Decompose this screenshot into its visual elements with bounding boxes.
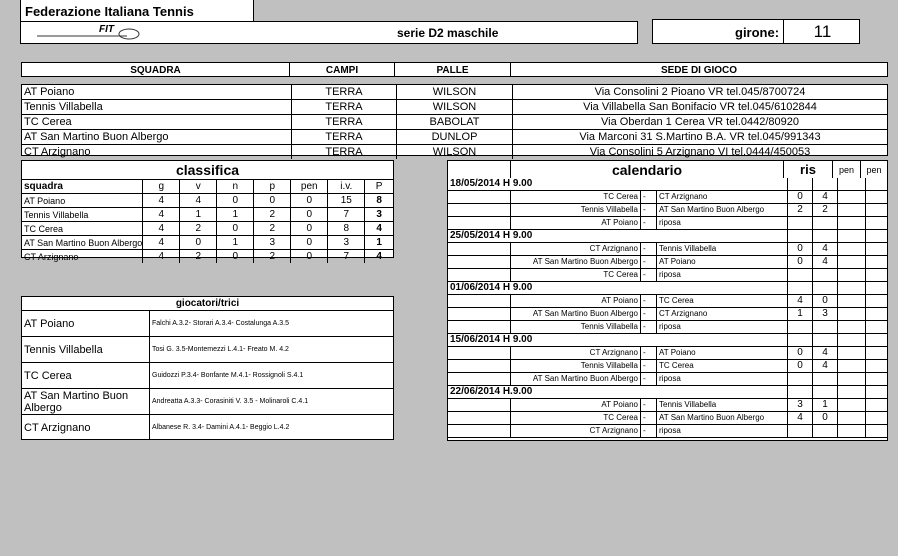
match-away: AT San Martino Buon Albergo — [657, 412, 788, 425]
classifica-row — [22, 236, 393, 250]
pen-cell — [838, 308, 866, 321]
match-sep: - — [641, 373, 657, 386]
classifica-stat: 0 — [291, 208, 328, 222]
pen-label-1: pen — [833, 161, 861, 178]
giocatori-panel — [21, 296, 394, 440]
round-date-row — [448, 178, 887, 191]
match-score-away: 1 — [813, 399, 838, 412]
empty-cell — [866, 230, 888, 243]
classifica-col-3: n — [217, 180, 254, 194]
empty-cell — [838, 178, 866, 191]
match-home: TC Cerea — [511, 269, 641, 282]
match-home: TC Cerea — [511, 412, 641, 425]
classifica-team: Tennis Villabella — [22, 208, 143, 222]
empty-cell — [788, 230, 813, 243]
pen-cell — [866, 412, 888, 425]
pen-cell — [866, 360, 888, 373]
match-score-away: 4 — [813, 243, 838, 256]
pen-cell — [838, 321, 866, 334]
empty-cell — [788, 178, 813, 191]
classifica-stat: 8 — [365, 194, 393, 208]
match-score-away — [813, 217, 838, 230]
classifica-stat: 7 — [328, 250, 365, 264]
pen-cell — [866, 204, 888, 217]
cal-head-spacer — [448, 161, 511, 178]
match-row — [448, 412, 887, 425]
girone-value: 11 — [813, 22, 832, 41]
match-sep: - — [641, 425, 657, 438]
team-sede: Via Villabella San Bonifacio VR tel.045/6102844 — [513, 100, 888, 115]
classifica-row — [22, 222, 393, 236]
match-row — [448, 373, 887, 386]
teams-header — [21, 62, 888, 77]
team-campi: TERRA — [292, 130, 397, 145]
series-header — [20, 21, 638, 44]
match-away: CT Arzignano — [657, 191, 788, 204]
fit-logo — [35, 25, 145, 41]
empty-cell — [788, 282, 813, 295]
classifica-stat: 4 — [180, 194, 217, 208]
empty-cell — [838, 386, 866, 399]
giocatori-table — [22, 310, 393, 440]
team-sede: Via Marconi 31 S.Martino B.A. VR tel.045/991343 — [513, 130, 888, 145]
round-date: 18/05/2014 H 9.00 — [448, 178, 788, 191]
match-home: AT Poiano — [511, 399, 641, 412]
match-score-home: 4 — [788, 295, 813, 308]
empty-cell — [448, 243, 511, 256]
round-date-row — [448, 334, 887, 347]
match-sep: - — [641, 360, 657, 373]
empty-cell — [448, 412, 511, 425]
pen-label-2: pen — [866, 164, 882, 175]
pen-cell — [838, 399, 866, 412]
classifica-stat: 4 — [143, 194, 180, 208]
team-palle: BABOLAT — [397, 115, 513, 130]
match-sep: - — [641, 243, 657, 256]
classifica-stat: 4 — [143, 250, 180, 264]
pen-cell — [838, 269, 866, 282]
empty-cell — [838, 230, 866, 243]
empty-cell — [448, 399, 511, 412]
pen-cell — [866, 425, 888, 438]
pen-cell — [838, 256, 866, 269]
match-row — [448, 360, 887, 373]
match-away: AT Poiano — [657, 347, 788, 360]
empty-cell — [448, 269, 511, 282]
match-score-home: 0 — [788, 360, 813, 373]
match-score-home: 0 — [788, 191, 813, 204]
empty-cell — [813, 230, 838, 243]
team-row — [22, 145, 887, 160]
team-row — [22, 85, 887, 100]
match-row — [448, 399, 887, 412]
classifica-stat: 1 — [365, 236, 393, 250]
round-date: 22/06/2014 H.9.00 — [448, 386, 788, 399]
fit-logo-icon — [35, 25, 145, 41]
match-home: Tennis Villabella — [511, 321, 641, 334]
match-score-home: 3 — [788, 399, 813, 412]
pen-cell — [838, 243, 866, 256]
classifica-stat: 2 — [254, 250, 291, 264]
team-palle: DUNLOP — [397, 130, 513, 145]
match-score-away: 4 — [813, 191, 838, 204]
player-team: AT Poiano — [22, 311, 150, 337]
classifica-stat: 8 — [328, 222, 365, 236]
match-score-away: 4 — [813, 360, 838, 373]
player-team: AT San Martino Buon Albergo — [22, 389, 150, 415]
empty-cell — [838, 282, 866, 295]
match-home: CT Arzignano — [511, 425, 641, 438]
pen-cell — [866, 243, 888, 256]
ris-label: ris — [784, 161, 833, 178]
classifica-stat: 2 — [180, 250, 217, 264]
match-row — [448, 256, 887, 269]
match-score-home: 0 — [788, 243, 813, 256]
empty-cell — [448, 347, 511, 360]
classifica-team: AT Poiano — [22, 194, 143, 208]
calendario-header-table — [448, 161, 887, 178]
match-sep: - — [641, 308, 657, 321]
pen-cell — [838, 217, 866, 230]
calendario-table — [448, 178, 887, 438]
player-team: Tennis Villabella — [22, 337, 150, 363]
classifica-stat: 2 — [254, 222, 291, 236]
match-away: Tennis Villabella — [657, 399, 788, 412]
team-sede: Via Oberdan 1 Cerea VR tel.0442/80920 — [513, 115, 888, 130]
empty-cell — [448, 295, 511, 308]
classifica-team: TC Cerea — [22, 222, 143, 236]
match-score-home: 2 — [788, 204, 813, 217]
federation-title: Federazione Italiana Tennis — [25, 4, 194, 19]
classifica-stat: 15 — [328, 194, 365, 208]
classifica-row — [22, 194, 393, 208]
match-row — [448, 295, 887, 308]
pen-cell — [866, 295, 888, 308]
empty-cell — [448, 425, 511, 438]
pen-cell — [866, 256, 888, 269]
team-row — [22, 115, 887, 130]
pen-cell — [838, 347, 866, 360]
match-home: AT San Martino Buon Albergo — [511, 373, 641, 386]
match-row — [448, 425, 887, 438]
empty-cell — [866, 178, 888, 191]
classifica-stat: 4 — [143, 222, 180, 236]
col-campi: CAMPI — [290, 63, 395, 77]
match-home: CT Arzignano — [511, 347, 641, 360]
girone-box — [652, 19, 860, 44]
classifica-stat: 3 — [254, 236, 291, 250]
fit-logo-text: FIT — [99, 24, 114, 35]
classifica-title: classifica — [22, 161, 393, 180]
match-row — [448, 321, 887, 334]
match-score-away: 0 — [813, 412, 838, 425]
empty-cell — [448, 217, 511, 230]
girone-label: girone: — [735, 25, 780, 40]
empty-cell — [813, 282, 838, 295]
empty-cell — [448, 308, 511, 321]
match-score-away — [813, 321, 838, 334]
empty-cell — [838, 334, 866, 347]
empty-cell — [866, 386, 888, 399]
match-home: TC Cerea — [511, 191, 641, 204]
classifica-col-5: pen — [291, 180, 328, 194]
player-row — [22, 337, 393, 363]
classifica-team: CT Arzignano — [22, 250, 143, 264]
classifica-col-1: g — [143, 180, 180, 194]
match-sep: - — [641, 269, 657, 282]
empty-cell — [866, 334, 888, 347]
round-date: 25/05/2014 H 9.00 — [448, 230, 788, 243]
match-home: AT San Martino Buon Albergo — [511, 256, 641, 269]
team-name: AT Poiano — [22, 85, 292, 100]
pen-cell — [838, 360, 866, 373]
empty-cell — [448, 256, 511, 269]
player-row — [22, 311, 393, 337]
match-sep: - — [641, 256, 657, 269]
match-score-home — [788, 373, 813, 386]
match-away: AT San Martino Buon Albergo — [657, 204, 788, 217]
empty-cell — [813, 386, 838, 399]
empty-cell — [448, 321, 511, 334]
col-squadra: SQUADRA — [22, 63, 290, 77]
pen-cell — [838, 412, 866, 425]
player-team: CT Arzignano — [22, 415, 150, 441]
team-campi: TERRA — [292, 145, 397, 160]
empty-cell — [813, 178, 838, 191]
classifica-stat: 3 — [328, 236, 365, 250]
player-row — [22, 363, 393, 389]
classifica-col-4: p — [254, 180, 291, 194]
match-away: riposa — [657, 321, 788, 334]
match-score-away: 4 — [813, 256, 838, 269]
match-row — [448, 243, 887, 256]
series-title: serie D2 maschile — [397, 26, 499, 40]
match-away: riposa — [657, 425, 788, 438]
match-score-home: 0 — [788, 347, 813, 360]
empty-cell — [448, 204, 511, 217]
team-sede: Via Consolini 5 Arzignano VI tel.0444/450053 — [513, 145, 888, 160]
match-away: riposa — [657, 373, 788, 386]
classifica-stat: 4 — [143, 208, 180, 222]
classifica-panel — [21, 160, 394, 262]
classifica-col-0: squadra — [22, 180, 143, 194]
classifica-stat: 7 — [328, 208, 365, 222]
classifica-stat: 0 — [291, 250, 328, 264]
classifica-stat: 4 — [143, 236, 180, 250]
match-score-home: 4 — [788, 412, 813, 425]
teams-table — [21, 84, 888, 156]
classifica-stat: 2 — [254, 208, 291, 222]
calendario-panel — [447, 178, 888, 441]
match-home: Tennis Villabella — [511, 204, 641, 217]
match-row — [448, 308, 887, 321]
match-sep: - — [641, 295, 657, 308]
classifica-table — [22, 180, 393, 263]
classifica-stat: 4 — [365, 222, 393, 236]
classifica-stat: 0 — [254, 194, 291, 208]
match-row — [448, 204, 887, 217]
classifica-stat: 0 — [180, 236, 217, 250]
match-score-home — [788, 321, 813, 334]
team-campi: TERRA — [292, 85, 397, 100]
empty-cell — [788, 386, 813, 399]
col-palle: PALLE — [395, 63, 511, 77]
team-row — [22, 100, 887, 115]
classifica-stat: 0 — [291, 194, 328, 208]
classifica-stat: 3 — [365, 208, 393, 222]
match-sep: - — [641, 412, 657, 425]
pen-cell — [838, 204, 866, 217]
team-name: TC Cerea — [22, 115, 292, 130]
match-home: AT San Martino Buon Albergo — [511, 308, 641, 321]
classifica-stat: 0 — [217, 194, 254, 208]
match-score-home: 1 — [788, 308, 813, 321]
match-sep: - — [641, 217, 657, 230]
match-home: Tennis Villabella — [511, 360, 641, 373]
classifica-stat: 1 — [180, 208, 217, 222]
empty-cell — [788, 334, 813, 347]
classifica-row — [22, 208, 393, 222]
match-away: TC Cerea — [657, 360, 788, 373]
classifica-stat: 0 — [217, 222, 254, 236]
pen-cell — [866, 321, 888, 334]
pen-cell — [838, 373, 866, 386]
match-away: riposa — [657, 269, 788, 282]
match-score-away: 3 — [813, 308, 838, 321]
team-palle: WILSON — [397, 145, 513, 160]
girone-value-cell — [783, 19, 861, 44]
pen-cell — [866, 373, 888, 386]
match-score-away — [813, 373, 838, 386]
federation-tab — [20, 0, 254, 22]
pen-cell — [866, 347, 888, 360]
match-score-away: 0 — [813, 295, 838, 308]
match-sep: - — [641, 204, 657, 217]
team-name: AT San Martino Buon Albergo — [22, 130, 292, 145]
match-away: TC Cerea — [657, 295, 788, 308]
classifica-col-7: P — [365, 180, 393, 194]
match-home: AT Poiano — [511, 295, 641, 308]
match-row — [448, 217, 887, 230]
match-row — [448, 191, 887, 204]
round-date: 01/06/2014 H 9.00 — [448, 282, 788, 295]
calendario-header — [447, 160, 888, 179]
match-score-home — [788, 425, 813, 438]
round-date-row — [448, 282, 887, 295]
player-row — [22, 389, 393, 415]
team-campi: TERRA — [292, 115, 397, 130]
team-palle: WILSON — [397, 100, 513, 115]
classifica-col-2: v — [180, 180, 217, 194]
empty-cell — [866, 282, 888, 295]
match-away: riposa — [657, 217, 788, 230]
match-score-away: 4 — [813, 347, 838, 360]
classifica-stat: 0 — [291, 236, 328, 250]
match-score-home — [788, 217, 813, 230]
team-row — [22, 130, 887, 145]
empty-cell — [448, 373, 511, 386]
team-palle: WILSON — [397, 85, 513, 100]
player-list: Albanese R. 3.4- Damini A.4.1- Beggio L.4.2 — [150, 415, 394, 441]
pen-cell — [866, 269, 888, 282]
match-score-away — [813, 425, 838, 438]
team-name: CT Arzignano — [22, 145, 292, 160]
round-date-row — [448, 230, 887, 243]
match-sep: - — [641, 191, 657, 204]
col-sede: SEDE DI GIOCO — [660, 64, 738, 76]
match-score-away: 2 — [813, 204, 838, 217]
empty-cell — [448, 360, 511, 373]
match-sep: - — [641, 347, 657, 360]
classifica-stat: 2 — [180, 222, 217, 236]
match-row — [448, 347, 887, 360]
classifica-stat: 0 — [291, 222, 328, 236]
player-team: TC Cerea — [22, 363, 150, 389]
empty-cell — [813, 334, 838, 347]
match-home: AT Poiano — [511, 217, 641, 230]
pen-cell — [866, 308, 888, 321]
classifica-header-row — [22, 180, 393, 194]
pen-cell — [838, 191, 866, 204]
match-score-home: 0 — [788, 256, 813, 269]
player-list: Guidozzi P.3.4- Bonfante M.4.1- Rossignoli S.4.1 — [150, 363, 394, 389]
pen-cell — [866, 217, 888, 230]
match-away: CT Arzignano — [657, 308, 788, 321]
team-campi: TERRA — [292, 100, 397, 115]
match-row — [448, 269, 887, 282]
classifica-col-6: i.v. — [328, 180, 365, 194]
calendario-title: calendario — [511, 161, 784, 178]
team-name: Tennis Villabella — [22, 100, 292, 115]
classifica-row — [22, 250, 393, 264]
classifica-stat: 0 — [217, 250, 254, 264]
teams-header-table — [22, 63, 887, 77]
round-date-row — [448, 386, 887, 399]
team-sede: Via Consolini 2 Pioano VR tel.045/8700724 — [594, 85, 806, 98]
pen-cell — [838, 425, 866, 438]
classifica-stat: 1 — [217, 236, 254, 250]
teams-body — [22, 85, 887, 159]
player-list: Falchi A.3.2- Storari A.3.4- Costalunga A.3.5 — [150, 311, 394, 337]
classifica-stat: 4 — [376, 250, 382, 262]
pen-cell — [866, 399, 888, 412]
player-list: Tosi G. 3.5-Montemezzi L.4.1- Freato M. 4.2 — [150, 337, 394, 363]
player-row — [22, 415, 393, 441]
classifica-stat: 1 — [217, 208, 254, 222]
match-home: CT Arzignano — [511, 243, 641, 256]
round-date: 15/06/2014 H 9.00 — [448, 334, 788, 347]
match-away: Tennis Villabella — [657, 243, 788, 256]
match-sep: - — [641, 399, 657, 412]
empty-cell — [448, 191, 511, 204]
match-score-away — [813, 269, 838, 282]
match-away: AT Poiano — [657, 256, 788, 269]
pen-cell — [838, 295, 866, 308]
pen-cell — [866, 191, 888, 204]
giocatori-title: giocatori/trici — [175, 298, 240, 309]
classifica-team: AT San Martino Buon Albergo — [24, 237, 143, 248]
match-sep: - — [641, 321, 657, 334]
match-score-home — [788, 269, 813, 282]
player-list: Andreatta A.3.3- Corasiniti V. 3.5 - Molinaroli C.4.1 — [150, 389, 394, 415]
